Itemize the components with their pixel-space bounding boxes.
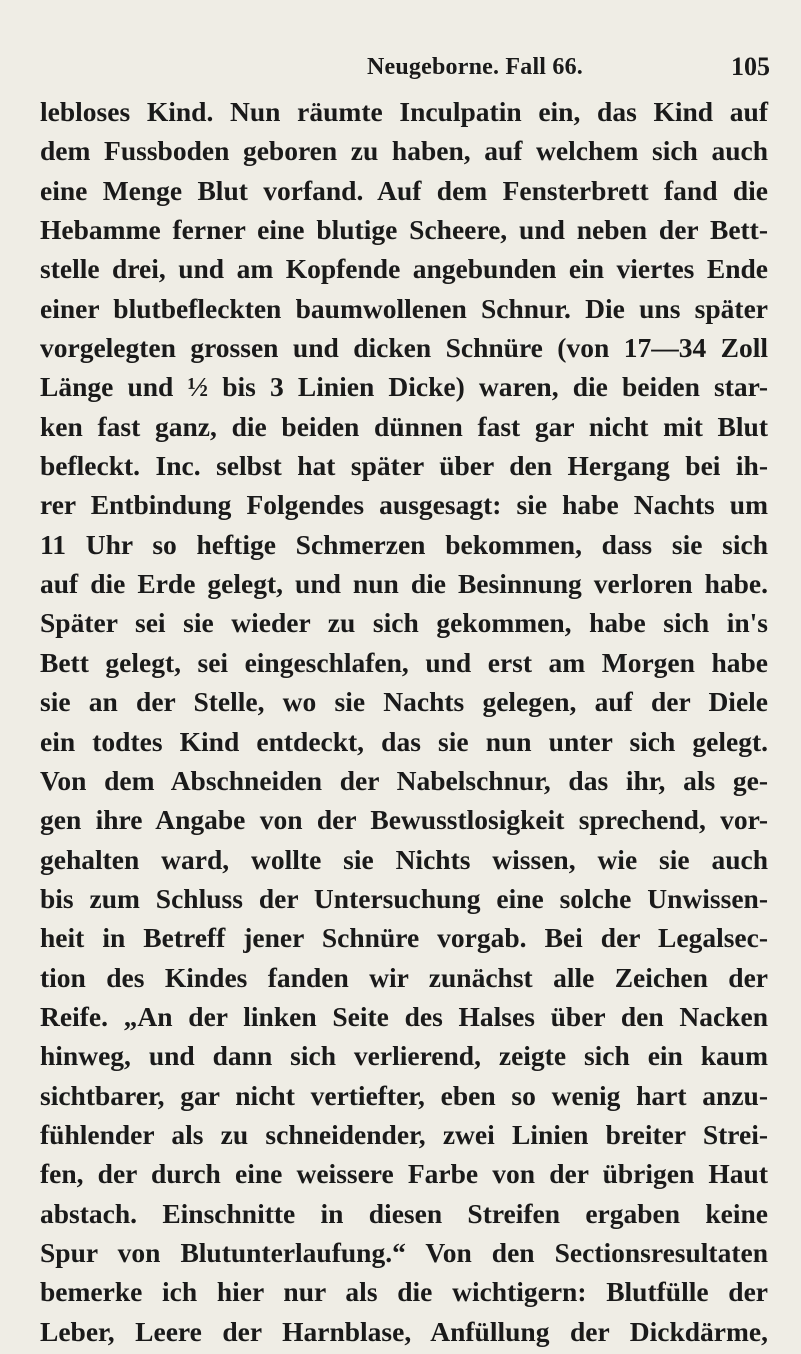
text-line: bemerke ich hier nur als die wichtigern: Blutfülle der <box>40 1276 768 1308</box>
text-line: fühlender als zu schneidender, zwei Linien breiter Strei- <box>40 1118 768 1150</box>
text-line: eine Menge Blut vorfand. Auf dem Fensterbrett fand die <box>40 174 768 206</box>
page-number: 105 <box>731 52 770 81</box>
text-line: befleckt. Inc. selbst hat später über den Hergang bei ih- <box>40 450 768 482</box>
running-head <box>40 52 770 86</box>
text-line: Spur von Blutunterlaufung.“ Von den Sectionsresultaten <box>40 1236 768 1268</box>
text-line: hinweg, und dann sich verlierend, zeigte sich ein kaum <box>40 1040 768 1072</box>
text-line: sie an der Stelle, wo sie Nachts gelegen, auf der Diele <box>40 686 768 718</box>
running-title: Neugeborne. Fall 66. <box>367 54 583 80</box>
text-line: ein todtes Kind entdeckt, das sie nun unter sich gelegt. <box>40 725 768 757</box>
text-line: sichtbarer, gar nicht vertiefter, eben so wenig hart anzu- <box>40 1079 768 1111</box>
text-line: Später sei sie wieder zu sich gekommen, habe sich in's <box>40 607 768 639</box>
text-line: ken fast ganz, die beiden dünnen fast gar nicht mit Blut <box>40 410 768 442</box>
text-line: Von dem Abschneiden der Nabelschnur, das ihr, als ge- <box>40 764 768 796</box>
text-line: heit in Betreff jener Schnüre vorgab. Bei der Legalsec- <box>40 922 768 954</box>
text-line: vorgelegten grossen und dicken Schnüre (von 17—34 Zoll <box>40 332 768 364</box>
text-line: Leber, Leere der Harnblase, Anfüllung der Dickdärme, <box>40 1315 768 1347</box>
text-line: abstach. Einschnitte in diesen Streifen ergaben keine <box>40 1197 768 1229</box>
text-line: auf die Erde gelegt, und nun die Besinnung verloren habe. <box>40 568 768 600</box>
text-line: gen ihre Angabe von der Bewusstlosigkeit sprechend, vor- <box>40 804 768 836</box>
text-line: einer blutbefleckten baumwollenen Schnur. Die uns später <box>40 292 768 324</box>
text-line: Hebamme ferner eine blutige Scheere, und neben der Bett- <box>40 214 768 246</box>
body-text <box>40 92 768 1351</box>
text-line: 11 Uhr so heftige Schmerzen bekommen, dass sie sich <box>40 528 768 560</box>
text-line: bis zum Schluss der Untersuchung eine solche Unwissen- <box>40 882 768 914</box>
text-line: stelle drei, und am Kopfende angebunden ein viertes Ende <box>40 253 768 285</box>
text-line: fen, der durch eine weissere Farbe von der übrigen Haut <box>40 1158 768 1190</box>
text-line: gehalten ward, wollte sie Nichts wissen, wie sie auch <box>40 843 768 875</box>
text-line: Reife. „An der linken Seite des Halses über den Nacken <box>40 1000 768 1032</box>
text-line: Länge und ½ bis 3 Linien Dicke) waren, die beiden star- <box>40 371 768 403</box>
text-line: dem Fussboden geboren zu haben, auf welchem sich auch <box>40 135 768 167</box>
text-line: lebloses Kind. Nun räumte Inculpatin ein, das Kind auf <box>40 96 768 127</box>
text-line: rer Entbindung Folgendes ausgesagt: sie habe Nachts um <box>40 489 768 521</box>
text-line: Bett gelegt, sei eingeschlafen, und erst am Morgen habe <box>40 646 768 678</box>
text-line: tion des Kindes fanden wir zunächst alle Zeichen der <box>40 961 768 993</box>
